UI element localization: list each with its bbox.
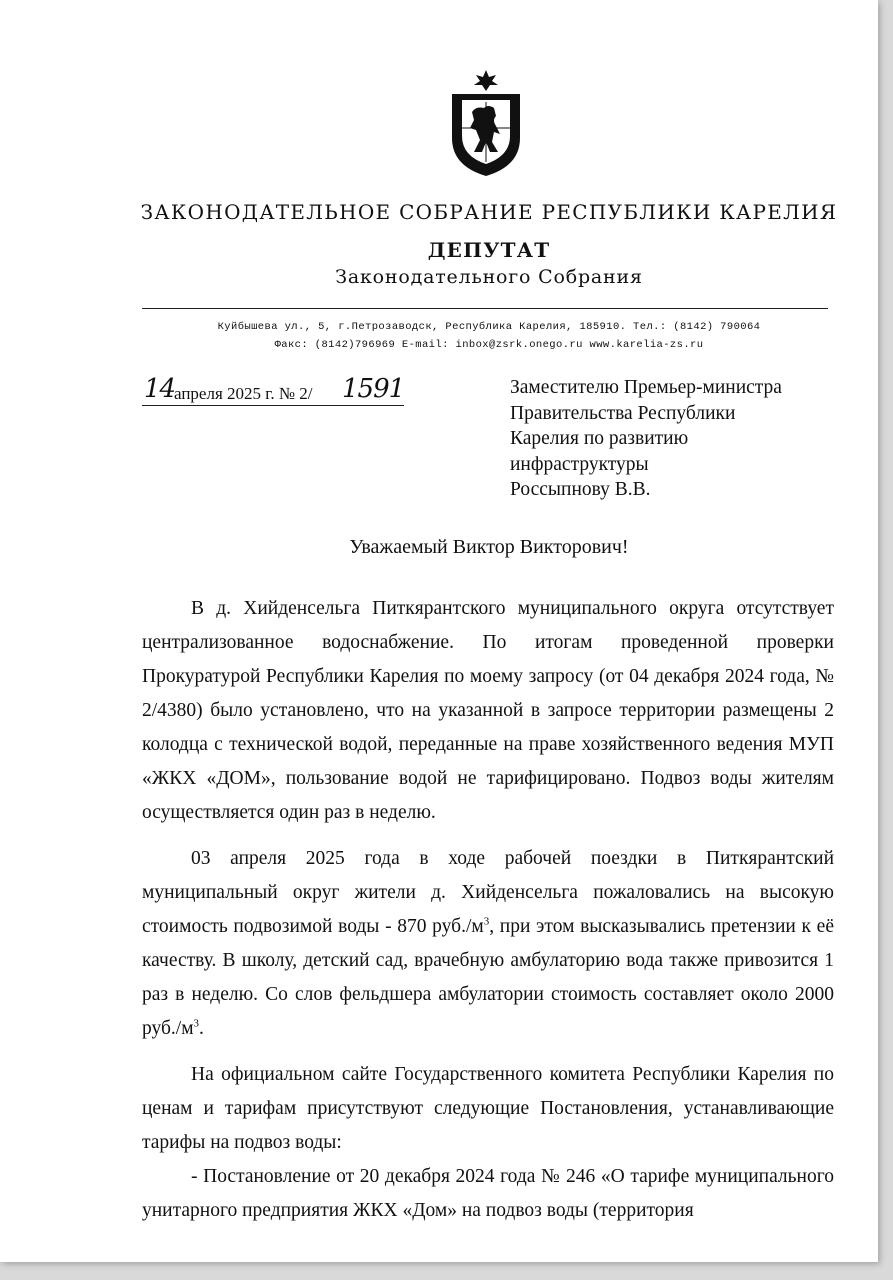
paragraph-3: На официальном сайте Государственного комитета Республики Карелия по ценам и тарифам присутствуют следующие Постановления, устанавливающие тарифы на подвоз воды: bbox=[142, 1064, 834, 1153]
deputy-title: ДЕПУТАТ bbox=[427, 238, 551, 262]
salutation: Уважаемый Виктор Викторович! bbox=[349, 536, 629, 558]
paragraph-4: - Постановление от 20 декабря 2024 года № 246 «О тарифе муниципального унитарного предприятия ЖКХ «Дом» на подвоз воды (территория bbox=[142, 1166, 834, 1221]
address-line: Куйбышева ул., 5, г.Петрозаводск, Республика Карелия, 185910. Тел.: (8142) 790064 bbox=[217, 321, 761, 333]
deputy-subtitle: Законодательного Собрания bbox=[335, 266, 643, 288]
coat-of-arms-icon bbox=[446, 68, 526, 178]
superscript-cubic: 3 bbox=[193, 1017, 200, 1030]
reference-line bbox=[142, 372, 412, 406]
reference-date: апреля 2025 г. № 2/ bbox=[174, 384, 313, 403]
addressee-line: Правительства Республики bbox=[510, 402, 736, 424]
paragraph-2-text-c: . bbox=[199, 1018, 204, 1039]
addressee-line: Заместителю Премьер-министра bbox=[510, 377, 782, 398]
letterhead-divider bbox=[142, 308, 828, 309]
addressee-line: инфраструктуры bbox=[510, 453, 649, 475]
superscript-cubic: 3 bbox=[483, 915, 490, 928]
paragraph-2 bbox=[142, 842, 834, 1046]
reference-underline bbox=[142, 405, 404, 406]
contact-line: Факс: (8142)796969 E-mail: inbox@zsrk.onego.ru www.karelia-zs.ru bbox=[274, 339, 704, 351]
paragraph-1: В д. Хийденсельга Питкярантского муниципального округа отсутствует централизованное водоснабжение. По итогам проведенной проверки Прокуратурой Республики Карелия по моему запросу (от 04 декабря 2024 года, № 2/4380) было установлено, что на указанной в запросе территории размещены 2 колодца с технической водой, переданные на праве хозяйственного ведения МУП «ЖКХ «ДОМ», пользование водой не тарифицировано. Подвоз воды жителям осуществляется один раз в неделю. bbox=[142, 598, 834, 823]
addressee-block bbox=[510, 375, 830, 503]
paragraph-2-text-b: , при этом высказывались претензии к её качеству. В школу, детский сад, врачебную амбулаторию вода также привозится 1 раз в неделю. Со слов фельдшера амбулатории стоимость составляет около 2000 руб./м bbox=[142, 916, 834, 1039]
organization-name: ЗАКОНОДАТЕЛЬНОЕ СОБРАНИЕ РЕСПУБЛИКИ КАРЕЛИЯ bbox=[140, 200, 838, 224]
paragraph-2-text-a: 03 апреля 2025 года в ходе рабочей поездки в Питкярантский муниципальный округ жители д. Хийденсельга пожаловались на высокую стоимость подвозимой воды - 870 руб./м bbox=[142, 848, 834, 937]
handwritten-number: 1591 bbox=[342, 374, 405, 404]
addressee-line: Карелия по развитию bbox=[510, 428, 689, 449]
addressee-line: Россыпнову В.В. bbox=[510, 479, 651, 500]
handwritten-day: 14 bbox=[144, 374, 176, 404]
letter-body bbox=[142, 592, 834, 1240]
